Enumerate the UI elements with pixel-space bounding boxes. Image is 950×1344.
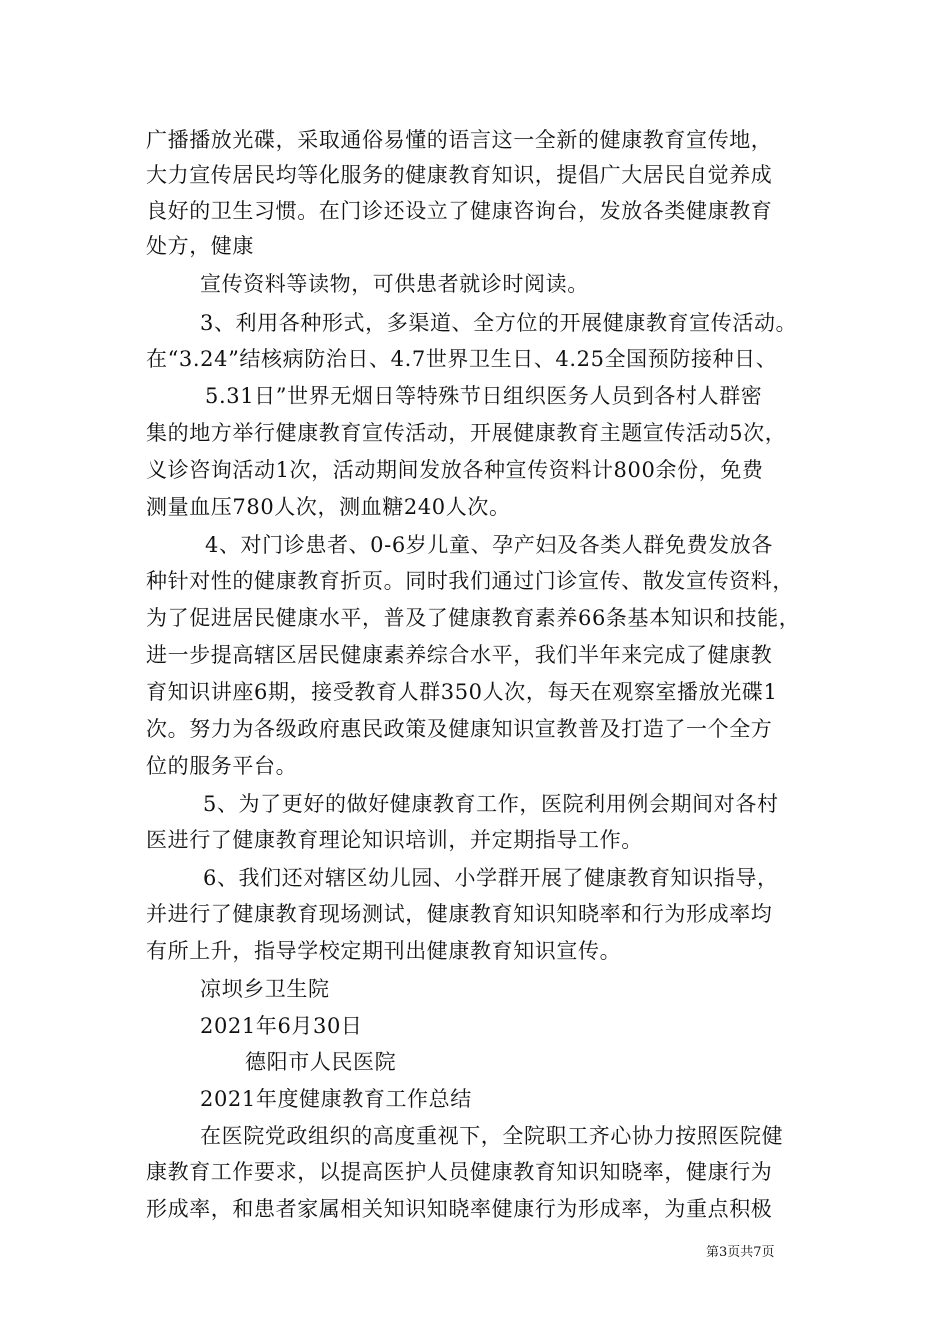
text-line: 次。努力为各级政府惠民政策及健康知识宣教普及打造了一个全方 — [146, 717, 773, 741]
text-line: 良好的卫生习惯。在门诊还设立了健康咨询台，发放各类健康教育 — [146, 199, 773, 223]
text-line: 形成率，和患者家属相关知识知晓率健康行为形成率，为重点积极 — [146, 1197, 773, 1221]
text-line: 处方，健康 — [146, 234, 254, 258]
text-line: 育知识讲座6期，接受教育人群350人次，每天在观察室播放光碟1 — [146, 680, 778, 704]
text-line: 义诊咨询活动1次，活动期间发放各种宣传资料计800余份，免费 — [146, 458, 764, 482]
text-line: 并进行了健康教育现场测试，健康教育知识知晓率和行为形成率均 — [146, 902, 773, 926]
text-line: 康教育工作要求，以提高医护人员健康教育知识知晓率，健康行为 — [146, 1160, 773, 1184]
signature-date: 2021年6月30日 — [200, 1014, 363, 1038]
text-line: 有所上升，指导学校定期刊出健康教育知识宣传。 — [146, 939, 622, 963]
text-line: 测量血压780人次，测血糖240人次。 — [146, 495, 511, 519]
text-line: 集的地方举行健康教育宣传活动，开展健康教育主题宣传活动5次， — [146, 421, 787, 445]
text-line: 在“3.24”结核病防治日、4.7世界卫生日、4.25全国预防接种日、 — [146, 347, 778, 371]
org-name: 德阳市人民医院 — [245, 1050, 397, 1074]
section-title: 2021年度健康教育工作总结 — [200, 1087, 472, 1111]
text-line: 种针对性的健康教育折页。同时我们通过门诊宣传、散发宣传资料， — [146, 569, 794, 593]
text-line: 3、利用各种形式，多渠道、全方位的开展健康教育宣传活动。 — [200, 311, 798, 335]
text-line: 大力宣传居民均等化服务的健康教育知识，提倡广大居民自觉养成 — [146, 163, 773, 187]
text-line: 4、对门诊患者、0-6岁儿童、孕产妇及各类人群免费发放各 — [205, 533, 773, 557]
text-line: 宣传资料等读物，可供患者就诊时阅读。 — [200, 272, 589, 296]
text-line: 进一步提高辖区居民健康素养综合水平，我们半年来完成了健康教 — [146, 643, 773, 667]
page-number: 第3页共7页 — [706, 1245, 775, 1260]
text-line: 位的服务平台。 — [146, 754, 298, 778]
text-line: 6、我们还对辖区幼儿园、小学群开展了健康教育知识指导， — [203, 866, 779, 890]
text-line: 在医院党政组织的高度重视下，全院职工齐心协力按照医院健 — [200, 1124, 784, 1148]
text-line: 医进行了健康教育理论知识培训，并定期指导工作。 — [146, 828, 643, 852]
text-line: 广播播放光碟，采取通俗易懂的语言这一全新的健康教育宣传地， — [146, 128, 773, 152]
signature-org: 凉坝乡卫生院 — [200, 977, 330, 1001]
text-line: 5.31日”世界无烟日等特殊节日组织医务人员到各村人群密 — [205, 384, 763, 408]
text-line: 为了促进居民健康水平，普及了健康教育素养66条基本知识和技能， — [146, 606, 801, 630]
text-line: 5、为了更好的做好健康教育工作，医院利用例会期间对各村 — [203, 792, 779, 816]
